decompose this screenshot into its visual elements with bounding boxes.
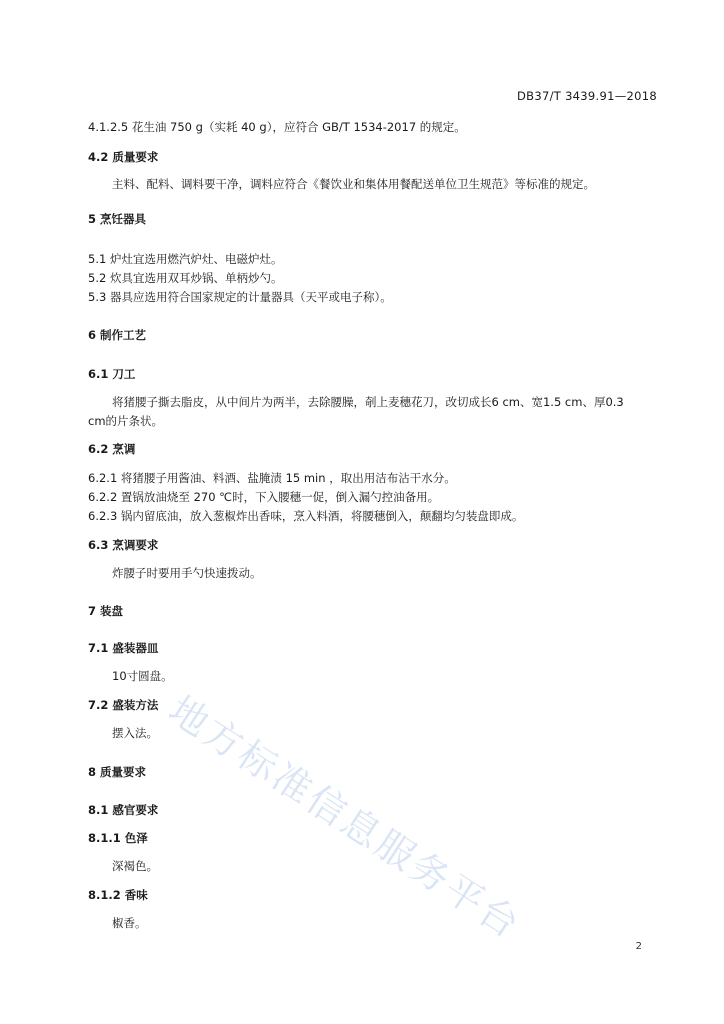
heading-8-1: 8.1 感官要求 xyxy=(88,803,159,817)
heading-6: 6 制作工艺 xyxy=(88,328,147,342)
heading-7-1: 7.1 盛装器皿 xyxy=(88,641,159,655)
paragraph-7-2: 摆入法。 xyxy=(112,726,158,740)
heading-6-1: 6.1 刀工 xyxy=(88,367,136,381)
clause-6-2-1: 6.2.1 将猪腰子用酱油、料酒、盐腌渍 15 min ，取出用洁布沾干水分。 xyxy=(88,471,456,485)
paragraph-8-1-2: 椒香。 xyxy=(112,916,147,930)
heading-4-2: 4.2 质量要求 xyxy=(88,150,159,164)
clause-5-3: 5.3 器具应选用符合国家规定的计量器具（天平或电子称）。 xyxy=(88,290,392,304)
clause-6-2-3: 6.2.3 锅内留底油，放入葱椒炸出香味，烹入料酒，将腰穗倒入，颠翻均匀装盘即成。 xyxy=(88,509,524,523)
page-number: 2 xyxy=(635,941,642,952)
paragraph-6-1-line1: 将猪腰子撕去脂皮，从中间片为两半，去除腰臊，剞上麦穗花刀，改切成长6 cm、宽1.5 cm、厚0.3 xyxy=(112,395,624,409)
paragraph-7-1: 10寸圆盘。 xyxy=(112,669,173,683)
heading-8-1-1: 8.1.1 色泽 xyxy=(88,831,148,845)
clause-6-2-2: 6.2.2 置锅放油烧至 270 ℃时，下入腰穗一促，倒入漏勺控油备用。 xyxy=(88,490,440,504)
paragraph-6-3: 炸腰子时要用手勺快速拨动。 xyxy=(112,566,262,580)
heading-7-2: 7.2 盛装方法 xyxy=(88,698,159,712)
heading-8-1-2: 8.1.2 香味 xyxy=(88,888,148,902)
heading-7: 7 装盘 xyxy=(88,604,124,618)
clause-5-2: 5.2 炊具宜选用双耳炒锅、单柄炒勺。 xyxy=(88,271,283,285)
heading-6-3: 6.3 烹调要求 xyxy=(88,538,159,552)
clause-4-1-2-5: 4.1.2.5 花生油 750 g（实耗 40 g），应符合 GB/T 1534-2017 的规定。 xyxy=(88,120,466,134)
paragraph-6-1-line2: cm的片条状。 xyxy=(88,414,164,428)
paragraph-8-1-1: 深褐色。 xyxy=(112,859,158,873)
heading-8: 8 质量要求 xyxy=(88,765,147,779)
standard-code-header: DB37/T 3439.91—2018 xyxy=(517,89,657,103)
heading-5: 5 烹饪器具 xyxy=(88,212,147,226)
heading-6-2: 6.2 烹调 xyxy=(88,442,136,456)
paragraph-4-2: 主料、配料、调料要干净，调料应符合《餐饮业和集体用餐配送单位卫生规范》等标准的规定。 xyxy=(112,177,595,191)
clause-5-1: 5.1 炉灶宜选用燃汽炉灶、电磁炉灶。 xyxy=(88,252,283,266)
watermark: 地方标准信息服务平台 xyxy=(161,687,529,948)
